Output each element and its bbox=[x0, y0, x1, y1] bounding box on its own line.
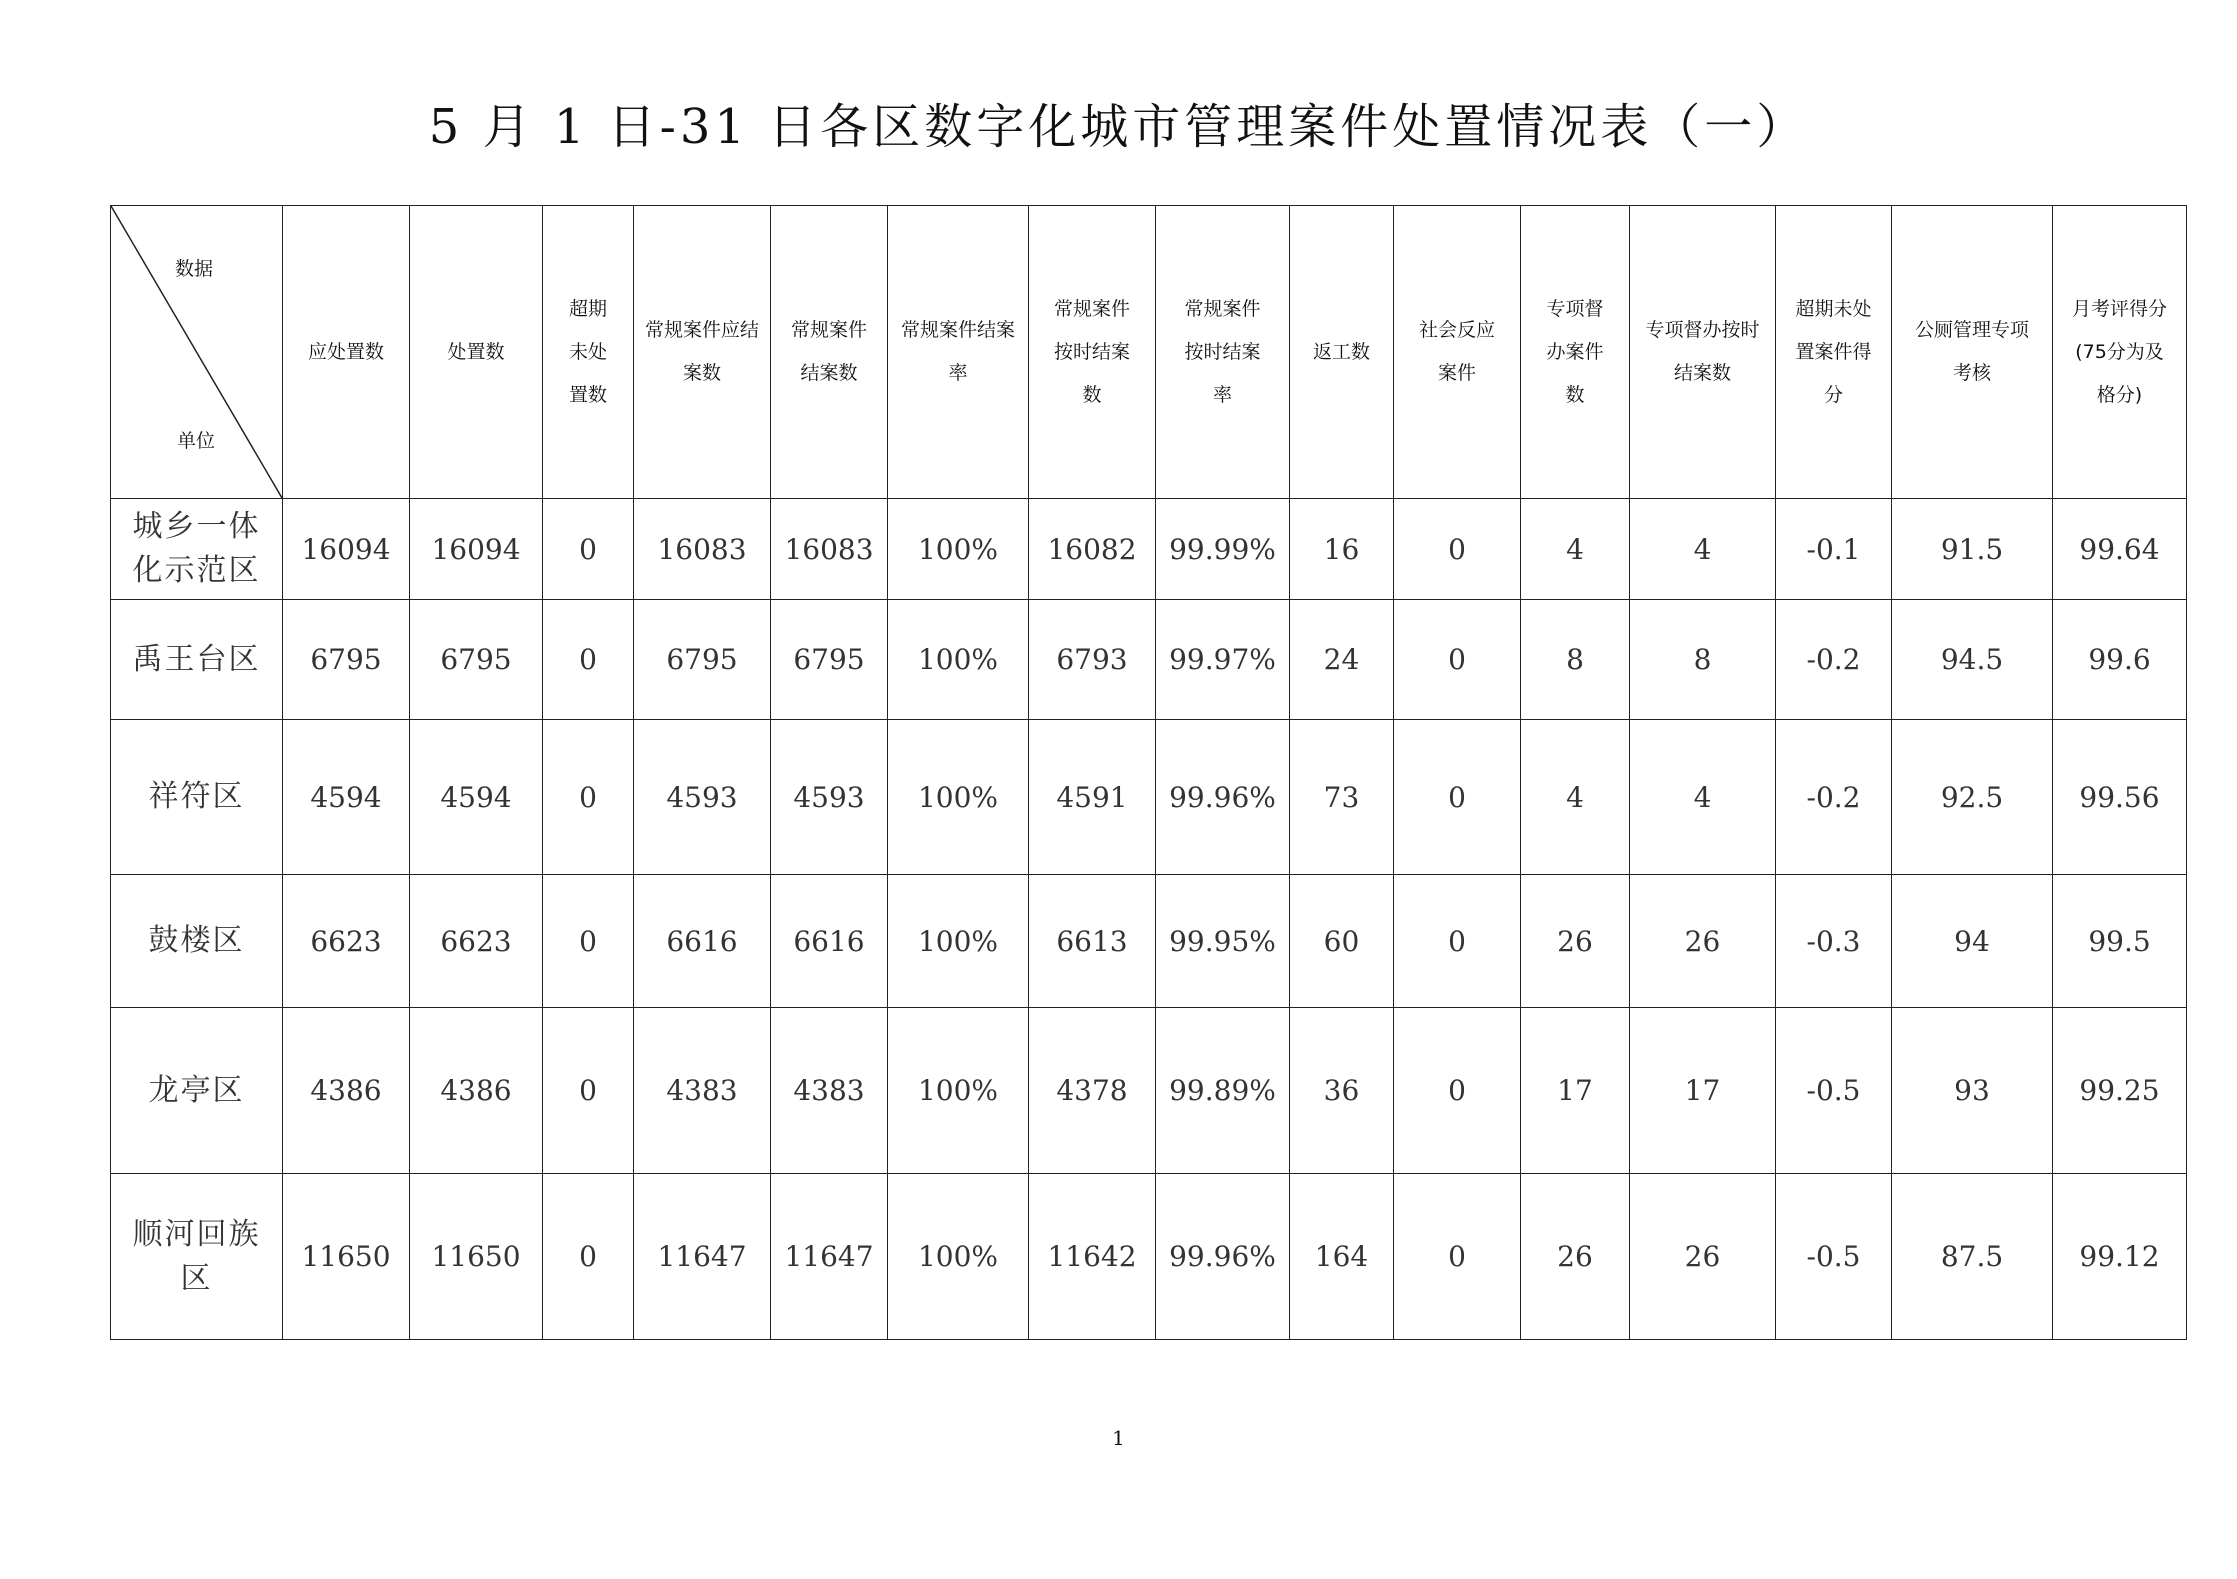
col-header bbox=[771, 206, 888, 499]
header-row bbox=[111, 206, 2187, 499]
unit-cell bbox=[111, 600, 283, 720]
diagonal-label-data: 数据 bbox=[175, 258, 214, 280]
value-cell: 99.96% bbox=[1156, 720, 1290, 875]
col-header bbox=[888, 206, 1029, 499]
col-header bbox=[1630, 206, 1776, 499]
value-cell: 11642 bbox=[1029, 1174, 1156, 1340]
value-cell: 6795 bbox=[283, 600, 410, 720]
col-header-label: 月考评得分(75分为及格分) bbox=[2071, 297, 2167, 406]
value-cell: 91.5 bbox=[1892, 499, 2053, 600]
unit-name: 顺河回族区 bbox=[132, 1216, 261, 1296]
value-cell: 99.96% bbox=[1156, 1174, 1290, 1340]
value-cell: 100% bbox=[888, 875, 1029, 1008]
value-cell: 99.64 bbox=[2053, 499, 2187, 600]
value-cell: 11647 bbox=[634, 1174, 771, 1340]
col-header-label: 社会反应案件 bbox=[1418, 319, 1495, 384]
value-cell: 16082 bbox=[1029, 499, 1156, 600]
value-cell: 6793 bbox=[1029, 600, 1156, 720]
table-row bbox=[111, 1174, 2187, 1340]
value-cell: 99.95% bbox=[1156, 875, 1290, 1008]
value-cell: 0 bbox=[543, 720, 634, 875]
value-cell: 0 bbox=[1394, 1008, 1521, 1174]
value-cell: 0 bbox=[543, 1174, 634, 1340]
value-cell: 4383 bbox=[771, 1008, 888, 1174]
value-cell: 4591 bbox=[1029, 720, 1156, 875]
value-cell: 0 bbox=[543, 875, 634, 1008]
table-row bbox=[111, 600, 2187, 720]
value-cell: 4 bbox=[1521, 499, 1630, 600]
unit-cell bbox=[111, 875, 283, 1008]
value-cell: 99.5 bbox=[2053, 875, 2187, 1008]
value-cell: 4594 bbox=[410, 720, 543, 875]
unit-name: 禹王台区 bbox=[132, 641, 261, 677]
value-cell: 4 bbox=[1630, 720, 1776, 875]
value-cell: -0.5 bbox=[1776, 1174, 1892, 1340]
col-header-label: 常规案件应结案数 bbox=[645, 319, 760, 384]
value-cell: 4594 bbox=[283, 720, 410, 875]
value-cell: 92.5 bbox=[1892, 720, 2053, 875]
value-cell: 99.56 bbox=[2053, 720, 2187, 875]
col-header bbox=[1029, 206, 1156, 499]
col-header-label: 应处置数 bbox=[307, 340, 384, 363]
unit-cell bbox=[111, 1174, 283, 1340]
value-cell: 6616 bbox=[634, 875, 771, 1008]
unit-name: 祥符区 bbox=[148, 779, 245, 814]
value-cell: 99.12 bbox=[2053, 1174, 2187, 1340]
col-header-label: 超期未处置数 bbox=[568, 297, 607, 406]
value-cell: 17 bbox=[1630, 1008, 1776, 1174]
value-cell: -0.3 bbox=[1776, 875, 1892, 1008]
table-row bbox=[111, 875, 2187, 1008]
col-header-label: 常规案件结案数 bbox=[790, 319, 867, 384]
value-cell: 60 bbox=[1290, 875, 1394, 1008]
value-cell: 99.25 bbox=[2053, 1008, 2187, 1174]
value-cell: 0 bbox=[543, 499, 634, 600]
unit-cell bbox=[111, 499, 283, 600]
value-cell: 11647 bbox=[771, 1174, 888, 1340]
value-cell: 6623 bbox=[283, 875, 410, 1008]
value-cell: 0 bbox=[1394, 499, 1521, 600]
col-header-label: 处置数 bbox=[447, 340, 505, 363]
value-cell: 94.5 bbox=[1892, 600, 2053, 720]
value-cell: -0.5 bbox=[1776, 1008, 1892, 1174]
case-table bbox=[110, 205, 2187, 1340]
value-cell: 16094 bbox=[283, 499, 410, 600]
unit-name: 城乡一体化示范区 bbox=[132, 509, 261, 588]
value-cell: 0 bbox=[1394, 720, 1521, 875]
value-cell: 6795 bbox=[410, 600, 543, 720]
col-header bbox=[1290, 206, 1394, 499]
diagonal-label-unit: 单位 bbox=[177, 430, 216, 452]
col-header bbox=[1394, 206, 1521, 499]
value-cell: 6616 bbox=[771, 875, 888, 1008]
col-header-label: 常规案件按时结案数 bbox=[1053, 297, 1130, 406]
page-title: 5 月 1 日-31 日各区数字化城市管理案件处置情况表（一） bbox=[428, 99, 1809, 155]
value-cell: 26 bbox=[1521, 1174, 1630, 1340]
table-row bbox=[111, 499, 2187, 600]
value-cell: 93 bbox=[1892, 1008, 2053, 1174]
value-cell: 100% bbox=[888, 499, 1029, 600]
unit-cell bbox=[111, 1008, 283, 1174]
col-header-label: 超期未处置案件得分 bbox=[1795, 297, 1872, 406]
value-cell: 4593 bbox=[771, 720, 888, 875]
value-cell: 0 bbox=[543, 600, 634, 720]
table-body bbox=[111, 499, 2187, 1340]
value-cell: 6795 bbox=[771, 600, 888, 720]
col-header bbox=[1156, 206, 1290, 499]
col-header-label: 公厕管理专项考核 bbox=[1915, 319, 2030, 384]
value-cell: 36 bbox=[1290, 1008, 1394, 1174]
value-cell: 24 bbox=[1290, 600, 1394, 720]
value-cell: 16083 bbox=[771, 499, 888, 600]
value-cell: 99.99% bbox=[1156, 499, 1290, 600]
value-cell: 11650 bbox=[283, 1174, 410, 1340]
value-cell: 4593 bbox=[634, 720, 771, 875]
diagonal-line bbox=[111, 206, 282, 498]
col-header-label: 返工数 bbox=[1312, 340, 1370, 363]
col-header bbox=[410, 206, 543, 499]
value-cell: 4 bbox=[1521, 720, 1630, 875]
value-cell: 99.97% bbox=[1156, 600, 1290, 720]
value-cell: 87.5 bbox=[1892, 1174, 2053, 1340]
col-header bbox=[543, 206, 634, 499]
value-cell: 100% bbox=[888, 1174, 1029, 1340]
value-cell: 4383 bbox=[634, 1008, 771, 1174]
value-cell: 17 bbox=[1521, 1008, 1630, 1174]
unit-name: 龙亭区 bbox=[148, 1072, 245, 1108]
col-header bbox=[1776, 206, 1892, 499]
value-cell: 6613 bbox=[1029, 875, 1156, 1008]
col-header bbox=[283, 206, 410, 499]
value-cell: 94 bbox=[1892, 875, 2053, 1008]
table-row bbox=[111, 720, 2187, 875]
value-cell: 16083 bbox=[634, 499, 771, 600]
col-header-label: 常规案件按时结案率 bbox=[1184, 297, 1261, 406]
value-cell: 6623 bbox=[410, 875, 543, 1008]
value-cell: 4386 bbox=[410, 1008, 543, 1174]
value-cell: 16 bbox=[1290, 499, 1394, 600]
col-header bbox=[634, 206, 771, 499]
value-cell: 4378 bbox=[1029, 1008, 1156, 1174]
col-header-label: 专项督办按时结案数 bbox=[1645, 319, 1760, 384]
value-cell: 100% bbox=[888, 720, 1029, 875]
value-cell: 0 bbox=[543, 1008, 634, 1174]
page-number: 1 bbox=[1112, 1426, 1125, 1450]
col-header bbox=[2053, 206, 2187, 499]
value-cell: 26 bbox=[1630, 1174, 1776, 1340]
value-cell: 8 bbox=[1630, 600, 1776, 720]
value-cell: 164 bbox=[1290, 1174, 1394, 1340]
value-cell: 0 bbox=[1394, 1174, 1521, 1340]
col-header-label: 专项督办案件数 bbox=[1546, 297, 1604, 406]
value-cell: 26 bbox=[1521, 875, 1630, 1008]
value-cell: 6795 bbox=[634, 600, 771, 720]
value-cell: -0.2 bbox=[1776, 720, 1892, 875]
value-cell: 0 bbox=[1394, 875, 1521, 1008]
value-cell: 0 bbox=[1394, 600, 1521, 720]
value-cell: 99.6 bbox=[2053, 600, 2187, 720]
table-row bbox=[111, 1008, 2187, 1174]
unit-name: 鼓楼区 bbox=[148, 923, 245, 958]
col-header-label: 常规案件结案率 bbox=[901, 319, 1016, 384]
diagonal-header-cell bbox=[111, 206, 283, 499]
value-cell: -0.2 bbox=[1776, 600, 1892, 720]
unit-cell bbox=[111, 720, 283, 875]
value-cell: 99.89% bbox=[1156, 1008, 1290, 1174]
value-cell: 16094 bbox=[410, 499, 543, 600]
value-cell: 4 bbox=[1630, 499, 1776, 600]
value-cell: -0.1 bbox=[1776, 499, 1892, 600]
value-cell: 8 bbox=[1521, 600, 1630, 720]
value-cell: 100% bbox=[888, 1008, 1029, 1174]
value-cell: 26 bbox=[1630, 875, 1776, 1008]
col-header bbox=[1892, 206, 2053, 499]
value-cell: 11650 bbox=[410, 1174, 543, 1340]
value-cell: 100% bbox=[888, 600, 1029, 720]
value-cell: 4386 bbox=[283, 1008, 410, 1174]
col-header bbox=[1521, 206, 1630, 499]
value-cell: 73 bbox=[1290, 720, 1394, 875]
